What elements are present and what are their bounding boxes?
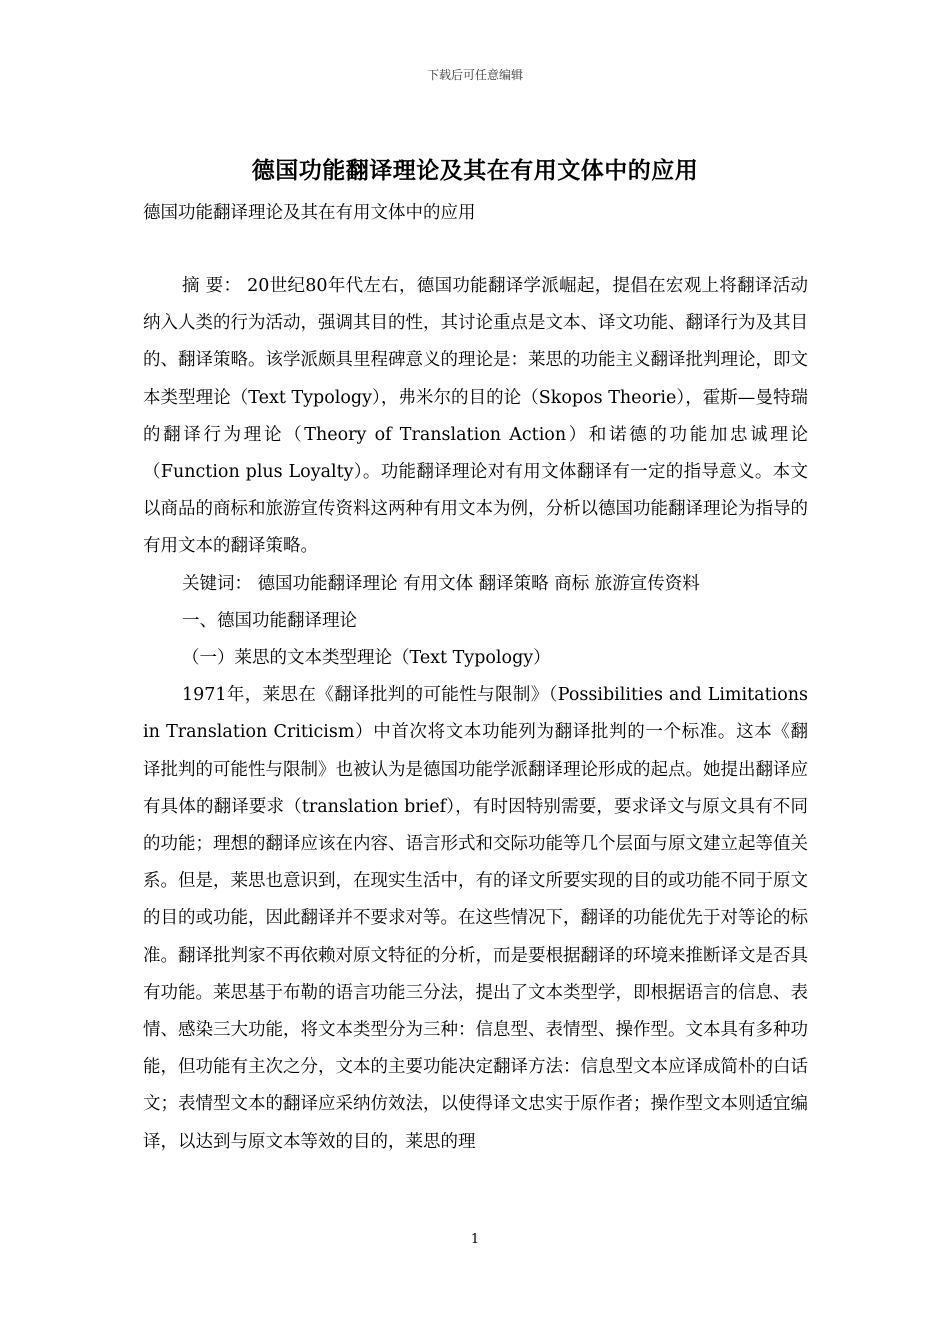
body-paragraph: 1971年，莱思在《翻译批判的可能性与限制》（Possibilities and Limitations in Translation Criticism）中首次将文本功能列为翻译批判的一个标准。这本《翻译批判的可能性与限制》也被认为是德国功能学派翻译理论形成的起点。她提出翻译应有具体的翻译要求（translation brief），有时因特别需要，要求译文与原文具有不同的功能；理想的翻译应该在内容、语言形式和交际功能等几个层面与原文建立起等值关系。但是，莱思也意识到，在现实生活中，有的译文所要实现的目的或功能不同于原文的目的或功能，因此翻译并不要求对等。在这些情况下，翻译的功能优先于对等论的标准。翻译批判家不再依赖对原文特征的分析，而是要根据翻译的环境来推断译文是否具有功能。莱思基于布勒的语言功能三分法，提出了文本类型学，即根据语言的信息、表情、感染三大功能，将文本类型分为三种：信息型、表情型、操作型。文本具有多种功能，但功能有主次之分，文本的主要功能决定翻译方法：信息型文本应译成简朴的白话文；表情型文本的翻译应采纳仿效法，以使得译文忠实于原作者；操作型文本则适宜编译，以达到与原文本等效的目的，莱思的理 — [143, 685, 808, 1152]
document-subtitle: 德国功能翻译理论及其在有用文体中的应用 — [143, 203, 476, 223]
subsection-heading: （一）莱思的文本类型理论（Text Typology） — [182, 648, 551, 669]
document-body — [143, 268, 808, 1161]
keywords-line: 关键词： 德国功能翻译理论 有用文体 翻译策略 商标 旅游宣传资料 — [182, 573, 700, 594]
page-number: 1 — [470, 1232, 480, 1247]
abstract-paragraph: 摘 要： 20世纪80年代左右，德国功能翻译学派崛起，提倡在宏观上将翻译活动纳入人类的行为活动，强调其目的性，其讨论重点是文本、译文功能、翻译行为及其目的、翻译策略。该学派颇具里程碑意义的理论是：莱思的功能主义翻译批判理论，即文本类型理论（Text Typology），弗米尔的目的论（Skopos Theorie），霍斯—曼特瑞的翻译行为理论（Theory of Translation Action）和诺德的功能加忠诚理论（Function plus Loyalty）。功能翻译理论对有用文体翻译有一定的指导意义。本文以商品的商标和旅游宣传资料这两种有用文本为例，分析以德国功能翻译理论为指导的有用文本的翻译策略。 — [143, 276, 808, 557]
document-title: 德国功能翻译理论及其在有用文体中的应用 — [251, 157, 699, 184]
page-header-note: 下载后可任意编辑 — [426, 68, 523, 82]
section-heading: 一、德国功能翻译理论 — [182, 610, 357, 631]
